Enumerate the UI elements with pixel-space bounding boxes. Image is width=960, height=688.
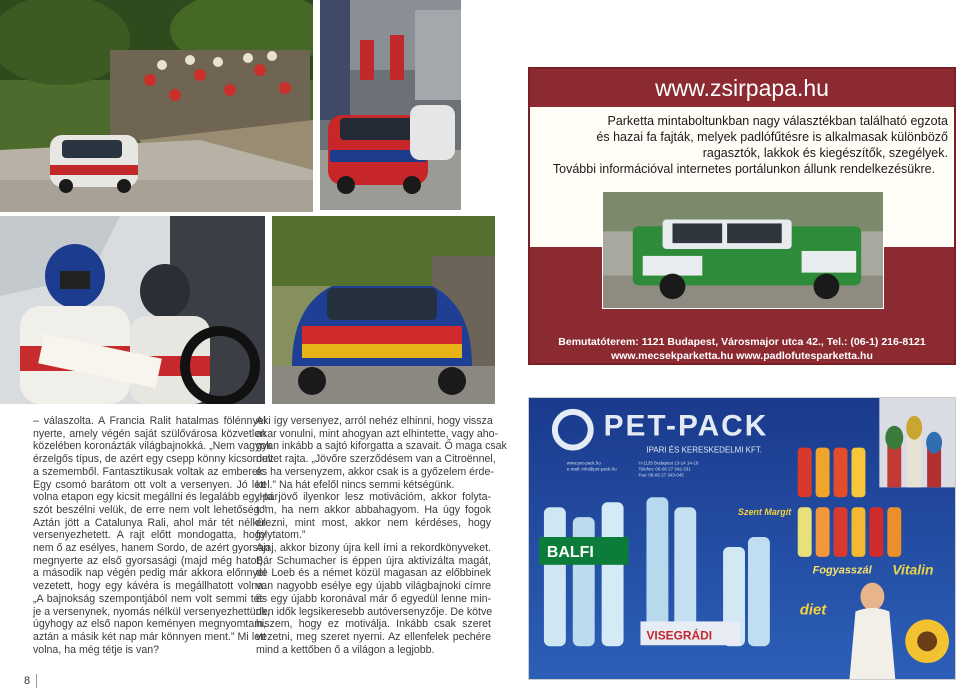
text-line: den idők legsikeresebb autóversenyzője. De kötve bbox=[256, 605, 493, 618]
text-line: volna, ha még tétje is van? bbox=[33, 643, 160, 656]
ad-contact bbox=[530, 335, 954, 363]
text-line: érezni, mint most, akkor nem kérdéses, hogy bbox=[256, 516, 491, 529]
showroom-address: Bemutatóterem: 1121 Budapest, Városmajor utca 42., Tel.: (06-1) 216-8121 bbox=[558, 336, 926, 348]
ad-line: ragasztók, lakkok és kiegészítők, szegélyek. bbox=[702, 146, 948, 160]
text-line: Bár Schumacher is éppen újra aktivizálta magát, bbox=[256, 554, 491, 567]
photo-green-lada-rally-car bbox=[602, 191, 884, 309]
web-line[interactable]: e-mail: info@pet-pack.hu bbox=[566, 466, 617, 472]
text-line: szót beszélni velük, de erre nem volt lehetőség.” bbox=[33, 503, 266, 516]
text-line: aztán a másik két nap már könnyen ment.” Mi lett bbox=[33, 630, 266, 643]
text-line: megnyerte az első gyorsasági (majd még hatot), bbox=[33, 554, 266, 567]
text-line: úgyhogy az első napon keményen megnyomtam, bbox=[33, 618, 266, 631]
text-line: a második nap végén pedig már akkora előnnyel bbox=[33, 567, 266, 580]
water-bottles-image bbox=[539, 502, 629, 646]
ad-line: További információval internetes portálunkon állunk rendelkezésükre. bbox=[552, 162, 936, 176]
photo-citroen-front bbox=[272, 216, 495, 404]
text-line: és egy újabb koronával már ő egyedül lenne min- bbox=[256, 592, 491, 605]
text-line: kel.” Na hát efelől nincs semmi kétségünk. bbox=[256, 478, 455, 491]
product-fogyasszal: Fogyasszál bbox=[812, 564, 872, 577]
text-line: és ha versenyzem, akkor csak is a győzelem érde- bbox=[256, 465, 494, 478]
product-visegradi: VISEGRÁDI bbox=[646, 628, 713, 643]
text-line: hiszem, hogy ez motiválja. Inkább csak szeret bbox=[256, 618, 491, 631]
contact-line: Telefon: 06-06 27 342-331 bbox=[638, 466, 691, 472]
text-line: – válaszolta. A Francia Ralit hatalmas fölénnyel bbox=[33, 415, 266, 427]
text-line: vezetett, hogy egy kávéra is megállhatott volna. bbox=[33, 580, 266, 593]
text-line: „A bajnokság szempontjából nem volt semmi tét- bbox=[33, 592, 266, 605]
text-line: közelében koronázták világbajnokká. „Nem vagyok bbox=[33, 440, 272, 453]
text-line: nem ő az esélyes, hanem Sordo, de azért gyorsan bbox=[33, 542, 270, 555]
text-line: érzelgős típus, de azért egy csepp könny kicsordult bbox=[33, 453, 274, 466]
text-line: versenyezhetett. A rajt előtt mondogatta, hogy bbox=[33, 529, 266, 542]
text-line: „Ha jövő ilyenkor lesz motivációm, akkor folyta- bbox=[256, 491, 491, 504]
page-number: 8 bbox=[24, 675, 31, 687]
photo-rally-cars-street bbox=[320, 0, 461, 210]
page-number-rule bbox=[36, 674, 37, 688]
ad-websites[interactable]: www.mecsekparketta.hu www.padlofutesparketta.hu bbox=[611, 350, 873, 362]
church-domes-image bbox=[879, 398, 955, 487]
text-line: nyerte, amely végén saját szülővárosa közvetlen bbox=[33, 427, 266, 440]
photo-drivers-cockpit bbox=[0, 216, 265, 404]
text-line: Ajaj, akkor bizony újra kell írni a rekordkönyveket. bbox=[256, 542, 491, 555]
text-line: folytatom.” bbox=[256, 529, 306, 542]
text-line: akar vonulni, mint ahogyan azt elhintette, vagy aho- bbox=[256, 427, 499, 440]
web-line[interactable]: www.pet-pack.hu bbox=[566, 460, 601, 466]
text-line: tom, ha nem akkor abbahagyom. Ha úgy fogok bbox=[256, 503, 491, 516]
article-column-2 bbox=[256, 415, 507, 656]
text-line: je a versenynek, nyomás nélkül versenyezhettünk, bbox=[33, 605, 270, 618]
contact-line: H-1135 Budapest 13-14 14-16 bbox=[638, 460, 699, 466]
brand-subtitle: IPARI ÉS KERESKEDELMI KFT. bbox=[646, 445, 763, 455]
text-line: Aztán jött a Catalunya Rali, ahol már tét nélkül bbox=[33, 516, 266, 529]
text-line: van nagyobb esélye egy újabb világbajnoki címre bbox=[256, 580, 491, 593]
ad-line: és hazai fa fajták, melyek padlófűtésre is alkalmasak különböző bbox=[596, 130, 948, 144]
sunflower-image bbox=[905, 619, 949, 663]
ad-line: Parketta mintaboltunkban nagy választékban található egzota bbox=[607, 114, 948, 128]
parquet-advertisement bbox=[528, 67, 956, 365]
product-vitalin: Vitalin bbox=[892, 561, 934, 578]
text-line: volna etapon egy kicsit megállni és legalább egy pár bbox=[33, 491, 278, 504]
contact-line: Fax: 06-06 27 343-045 bbox=[638, 472, 684, 478]
text-line: mind a kettőben ő a világon a legjobb. bbox=[256, 643, 435, 656]
brand-name: PET-PACK bbox=[603, 409, 769, 443]
text-line: a szememből. Fantasztikusak voltak az emberek. bbox=[33, 465, 266, 478]
text-line: nevet rajta. „Jövőre szerződésem van a Citroënnel, bbox=[256, 453, 496, 466]
text-line: gyan inkább a sajtó kiforgatta a szavait. Ő maga csak bbox=[256, 440, 507, 453]
product-szent-margit: Szent Margit bbox=[738, 507, 792, 518]
text-line: de Loeb és a német közül magasan az előbbinek bbox=[256, 567, 491, 580]
text-line: vezetni, meg szeret nyerni. Az ellenfelek pechére bbox=[256, 630, 491, 643]
text-line: Egy csomó barátom ott volt a versenyen. Jó lett bbox=[33, 478, 266, 491]
ad-url[interactable]: www.zsirpapa.hu bbox=[655, 75, 829, 101]
petpack-advertisement bbox=[528, 397, 956, 680]
text-line: Aki így versenyez, arról nehéz elhinni, hogy vissza bbox=[256, 415, 493, 427]
article-column-1 bbox=[33, 415, 278, 656]
product-diet: diet bbox=[799, 602, 827, 619]
product-balfi: BALFI bbox=[546, 543, 594, 561]
ad-description bbox=[540, 113, 948, 177]
photo-rally-spectators bbox=[0, 0, 313, 212]
